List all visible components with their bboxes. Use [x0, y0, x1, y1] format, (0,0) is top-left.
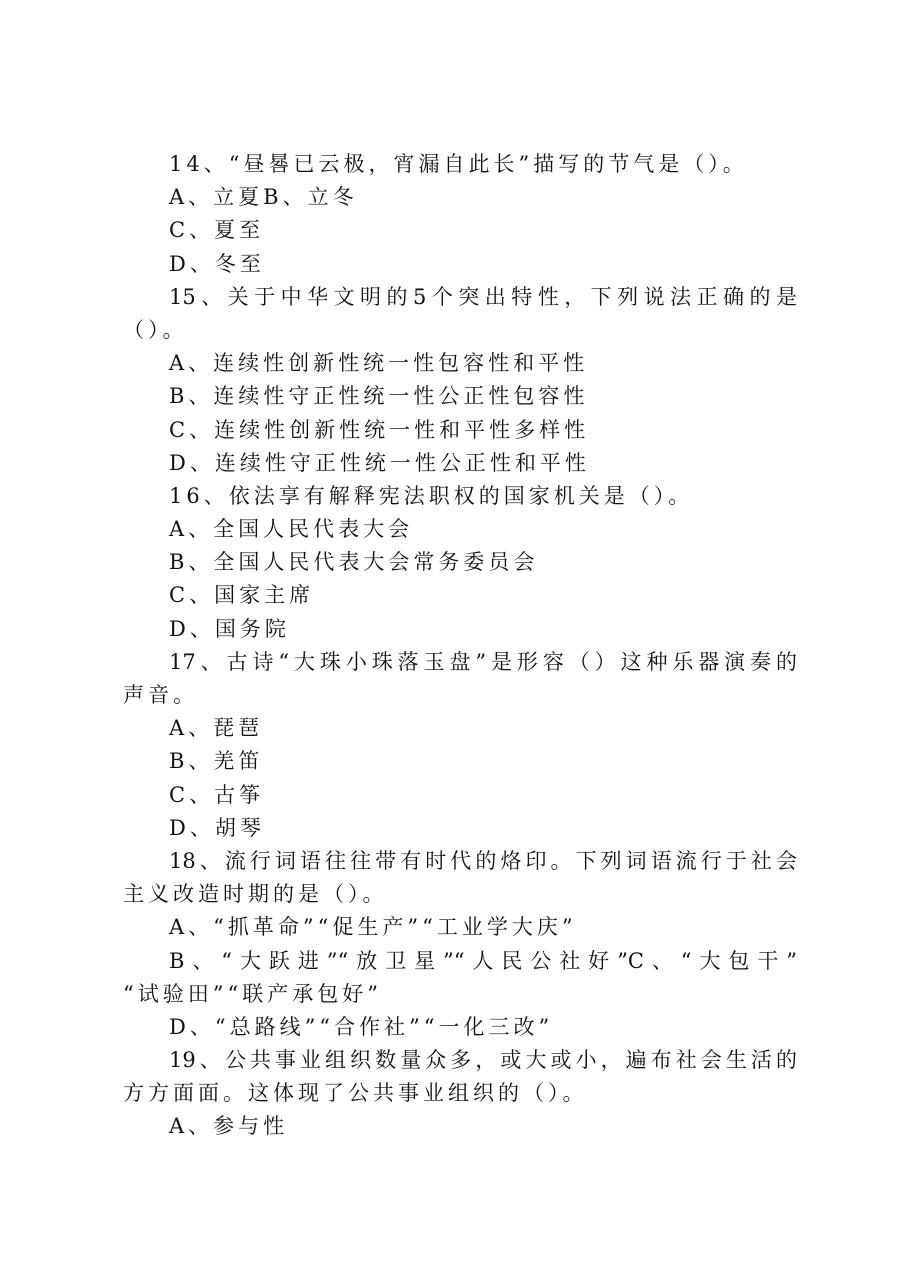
question-18-stem-line-2: 主义改造时期的是（）。 [123, 882, 388, 907]
question-15-option-a: A、连续性创新性统一性包容性和平性 [169, 351, 589, 376]
question-17-option-c: C、古筝 [169, 782, 265, 807]
question-19-stem-line-1: 19、公共事业组织数量众多，或大或小，遍布社会生活的 [169, 1048, 797, 1073]
question-17-option-d: D、胡琴 [169, 815, 265, 840]
question-14-option-c: C、夏至 [169, 218, 265, 243]
question-16-stem: 16、依法享有解释宪法职权的国家机关是（）。 [169, 483, 694, 508]
question-17-option-a: A、琵琶 [169, 716, 264, 741]
question-17-stem-line-1: 17、古诗“大珠小珠落玉盘”是形容（）这种乐器演奏的 [169, 649, 797, 674]
question-18-option-c-continued: “试验田”“联产承包好” [123, 981, 382, 1006]
question-16-option-b: B、全国人民代表大会常务委员会 [169, 550, 539, 575]
question-18-option-a: A、“抓革命”“促生产”“工业学大庆” [169, 915, 577, 940]
question-14-option-d: D、冬至 [169, 251, 265, 276]
question-17-option-b: B、羌笛 [169, 749, 264, 774]
question-15-stem-line-1: 15、关于中华文明的5个突出特性，下列说法正确的是 [169, 284, 797, 309]
question-16-option-a: A、全国人民代表大会 [169, 517, 414, 542]
question-16-option-d: D、国务院 [169, 616, 290, 641]
question-14-option-ab: A、立夏B、立冬 [169, 185, 358, 210]
question-list [123, 148, 797, 1144]
question-19-stem-line-2: 方方面面。这体现了公共事业组织的（）。 [123, 1081, 588, 1106]
question-18-option-b-c: B、“大跃进”“放卫星”“人民公社好”C、“大包干” [169, 948, 797, 973]
question-14-stem: 14、“昼晷已云极，宵漏自此长”描写的节气是（）。 [169, 152, 748, 176]
question-15-stem-line-2: （）。 [123, 317, 188, 342]
question-15-option-d: D、连续性守正性统一性公正性和平性 [169, 450, 590, 475]
question-15-option-c: C、连续性创新性统一性和平性多样性 [169, 417, 590, 442]
question-17-stem-line-2: 声音。 [123, 683, 198, 707]
question-19-option-a: A、参与性 [169, 1114, 289, 1139]
question-16-option-c: C、国家主席 [169, 583, 315, 608]
question-18-option-d: D、“总路线”“合作社”“一化三改” [169, 1014, 554, 1039]
question-18-stem-line-1: 18、流行词语往往带有时代的烙印。下列词语流行于社会 [169, 848, 797, 873]
question-15-option-b: B、连续性守正性统一性公正性包容性 [169, 384, 589, 409]
